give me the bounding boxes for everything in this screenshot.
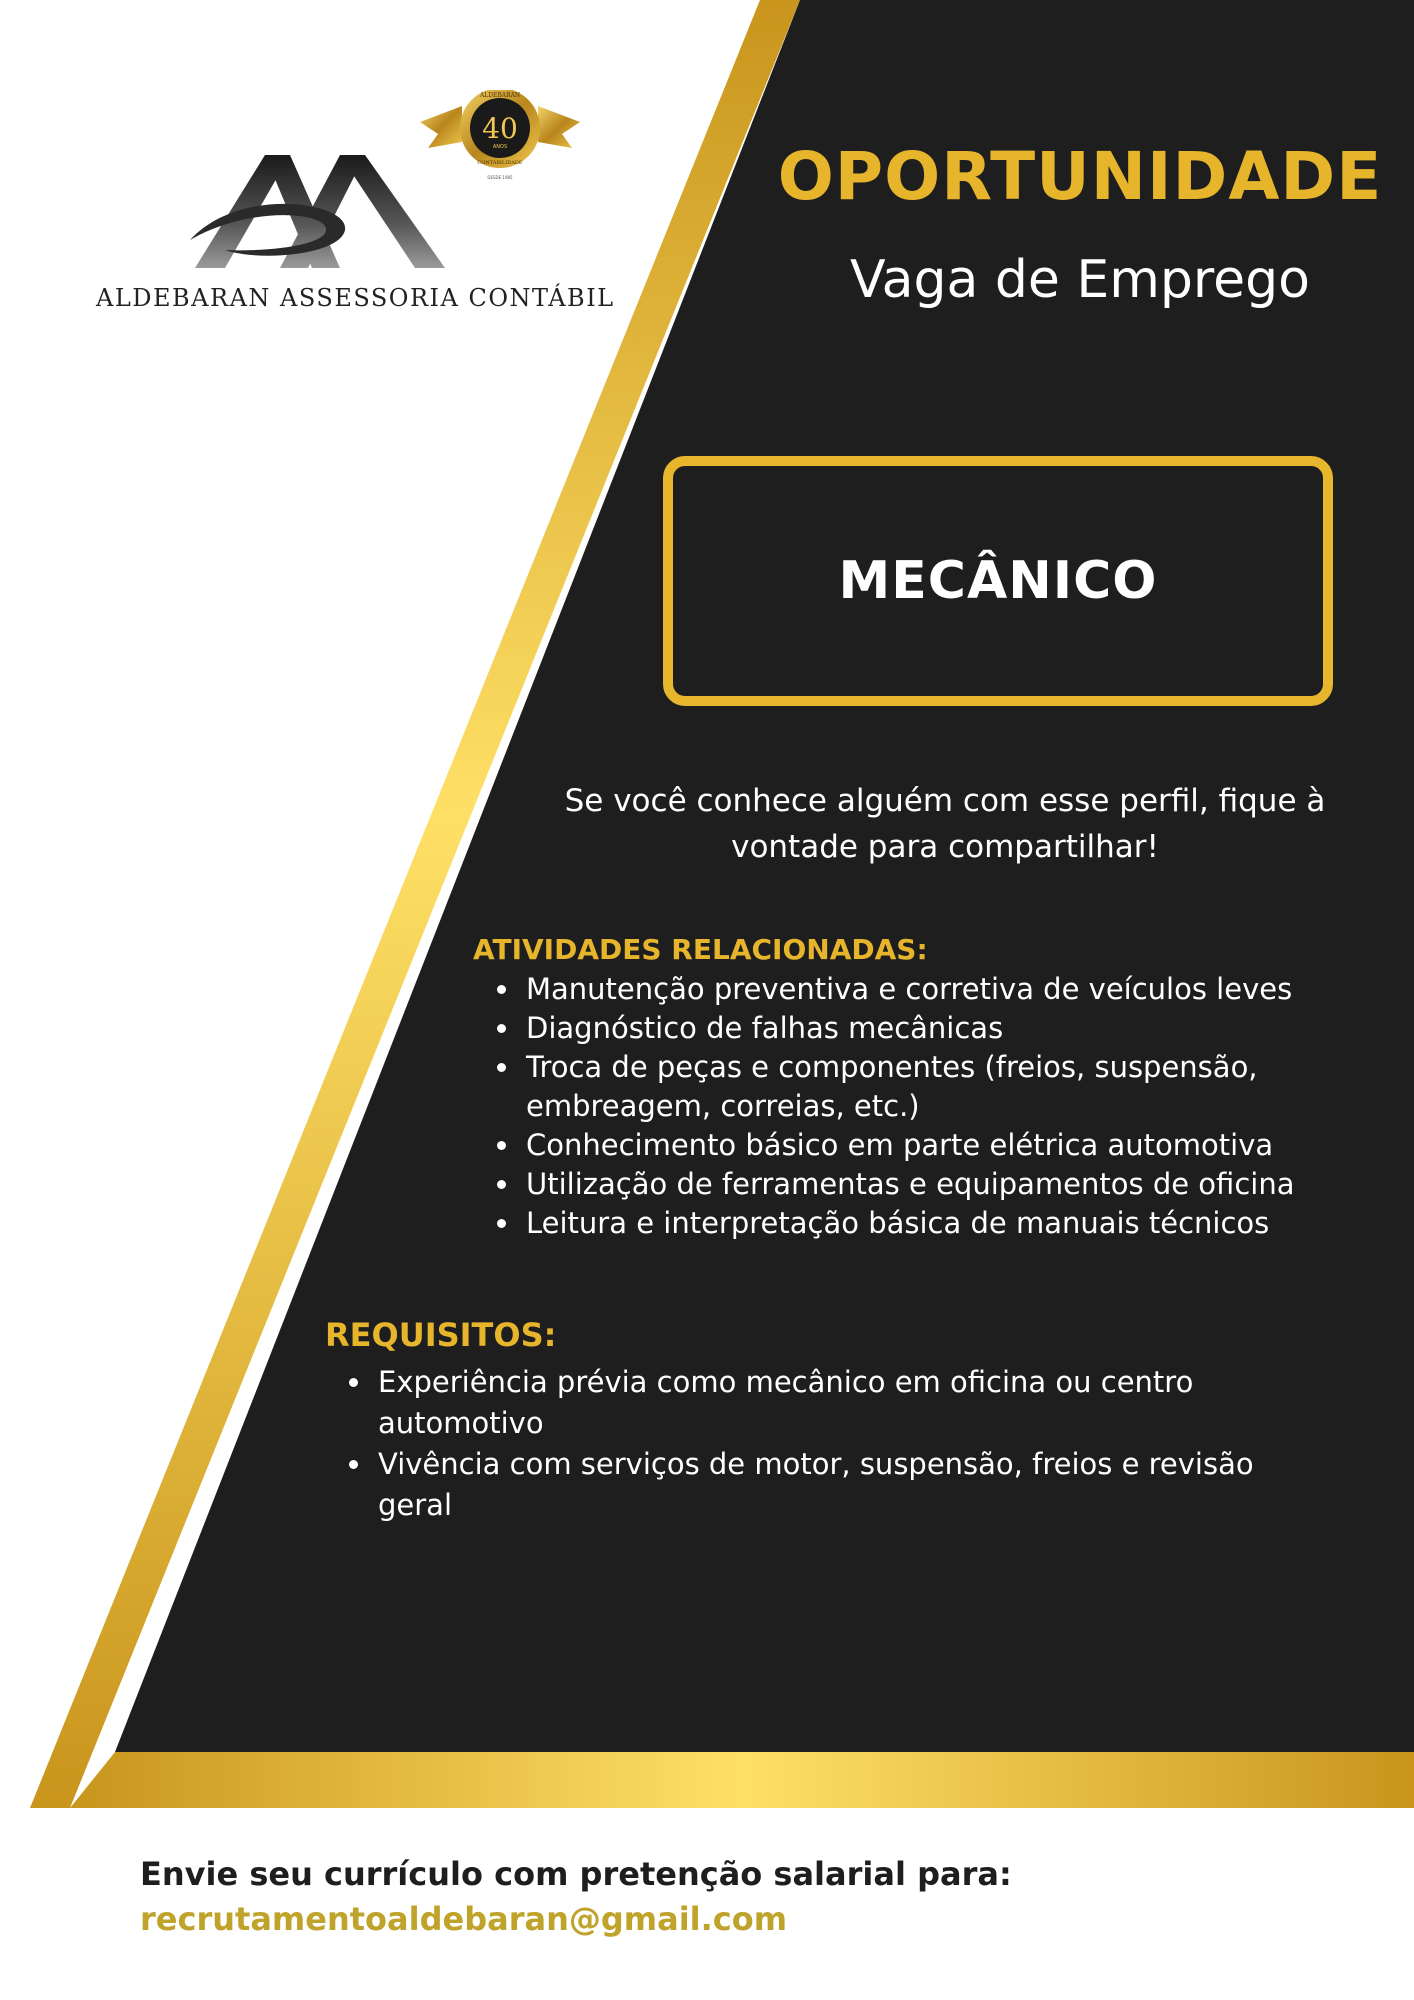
job-title-box — [663, 456, 1333, 706]
page-subtitle: Vaga de Emprego — [850, 250, 1310, 310]
requirements-list — [334, 1362, 1254, 1526]
gold-bottom-band — [70, 1752, 1414, 1808]
svg-text:DESDE 1985: DESDE 1985 — [487, 175, 513, 180]
list-item: • Leitura e interpretação básica de manuais técnicos — [522, 1204, 1402, 1243]
footer-call-to-action: Envie seu currículo com pretenção salarial para: — [140, 1855, 1012, 1893]
job-title: MECÂNICO — [838, 551, 1158, 611]
list-item: • Vivência com serviços de motor, suspensão, freios e revisão geral — [374, 1444, 1254, 1526]
activities-heading: ATIVIDADES RELACIONADAS: — [473, 933, 928, 966]
list-item: • Conhecimento básico em parte elétrica automotiva — [522, 1126, 1402, 1165]
share-message: Se você conhece alguém com esse perfil, fique à vontade para compartilhar! — [564, 783, 1326, 865]
company-name: ALDEBARAN ASSESSORIA CONTÁBIL — [96, 284, 615, 312]
svg-text:ANOS: ANOS — [492, 144, 508, 150]
svg-text:CONTABILIDADE: CONTABILIDADE — [477, 160, 523, 166]
list-item: • Utilização de ferramentas e equipamentos de oficina — [522, 1165, 1402, 1204]
requirements-heading: REQUISITOS: — [325, 1316, 557, 1354]
activities-list — [482, 970, 1402, 1243]
list-item: • Manutenção preventiva e corretiva de veículos leves — [522, 970, 1402, 1009]
list-item: • Experiência prévia como mecânico em oficina ou centro automotivo — [374, 1362, 1254, 1444]
list-item: • Troca de peças e componentes (freios, suspensão, embreagem, correias, etc.) — [522, 1048, 1402, 1126]
list-item: • Diagnóstico de falhas mecânicas — [522, 1009, 1402, 1048]
aa-monogram-icon — [190, 155, 445, 268]
page-title: OPORTUNIDADE — [777, 138, 1383, 215]
svg-text:ALDEBARAN: ALDEBARAN — [479, 92, 521, 99]
contact-email-link[interactable]: recrutamentoaldebaran@gmail.com — [140, 1900, 788, 1938]
anniversary-seal-icon — [420, 90, 580, 180]
svg-text:40: 40 — [482, 112, 518, 145]
